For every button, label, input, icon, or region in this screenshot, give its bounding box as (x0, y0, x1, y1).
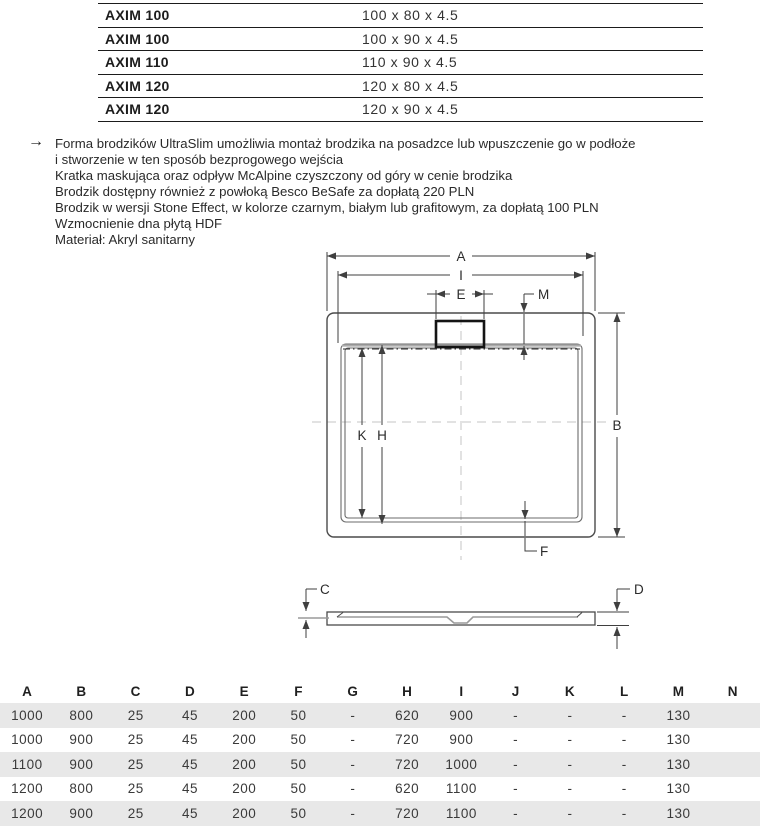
table-cell: 120 x 80 x 4.5 (362, 77, 459, 94)
table-header-cell: B (76, 683, 87, 699)
feature-line: i stworzenie w ten sposób bezprogowego wejścia (55, 152, 344, 167)
table-cell: 200 (232, 732, 257, 748)
table-cell (706, 752, 760, 777)
table-row (98, 27, 703, 51)
technical-diagram (280, 248, 700, 668)
table-row (98, 74, 703, 98)
dim-label-c: C (320, 582, 330, 597)
table-cell: 1200 (11, 781, 44, 797)
dim-label-a: A (456, 249, 466, 264)
table-cell: 50 (290, 732, 307, 748)
table-cell: 130 (666, 805, 691, 821)
table-cell: - (621, 805, 627, 821)
table-cell: 800 (69, 707, 94, 723)
table-cell: - (567, 805, 573, 821)
table-header-cell: J (511, 683, 520, 699)
table-row (0, 752, 760, 777)
top-view (312, 249, 625, 560)
table-cell: 620 (395, 781, 420, 797)
table-cell: 120 x 90 x 4.5 (362, 101, 459, 118)
table-cell: - (621, 707, 627, 723)
table-row (0, 801, 760, 826)
table-header-cell: G (347, 683, 359, 699)
dim-label-i: I (459, 268, 463, 283)
table-cell: AXIM 110 (105, 54, 169, 71)
feature-line: Brodzik w wersji Stone Effect, w kolorze czarnym, białym lub grafitowym, za dopłatą 100 PLN (55, 200, 599, 215)
table-row (0, 728, 760, 753)
table-cell: 200 (232, 756, 257, 772)
dim-c (306, 589, 317, 638)
table-row (0, 777, 760, 802)
table-cell: 1000 (445, 756, 478, 772)
table-header-cell: K (564, 683, 575, 699)
table-cell: 900 (449, 707, 474, 723)
table-cell (706, 777, 760, 802)
table-cell: 1100 (445, 805, 477, 821)
table-cell: AXIM 100 (105, 7, 170, 24)
table-cell: 720 (395, 732, 420, 748)
table-cell: 200 (232, 781, 257, 797)
table-cell: AXIM 100 (105, 30, 170, 47)
table-header-cell: F (294, 683, 303, 699)
table-cell (706, 801, 760, 826)
table-cell: 620 (395, 707, 420, 723)
dim-label-b: B (612, 418, 622, 433)
table-cell: 45 (181, 756, 198, 772)
table-header-cell: I (459, 683, 464, 699)
feature-line: Materiał: Akryl sanitarny (55, 232, 195, 247)
table-cell: - (513, 805, 519, 821)
feature-line: Forma brodzików UltraSlim umożliwia montaż brodzika na posadzce lub wpuszczenie go w podłoże (55, 136, 636, 151)
table-cell: 110 x 90 x 4.5 (362, 54, 458, 71)
table-cell: 25 (127, 805, 144, 821)
dimensions-table (0, 679, 760, 826)
table-cell (706, 703, 760, 728)
table-header-cell: A (22, 683, 33, 699)
table-header-cell: N (727, 683, 738, 699)
table-cell: 50 (290, 805, 307, 821)
table-row (98, 51, 703, 75)
table-cell: - (567, 781, 573, 797)
side-view (298, 582, 644, 649)
table-cell: 1000 (11, 732, 44, 748)
table-cell: - (513, 756, 519, 772)
table-cell: 50 (290, 707, 307, 723)
table-cell: - (513, 707, 519, 723)
table-cell: 25 (127, 781, 144, 797)
table-cell: 720 (395, 756, 420, 772)
table-cell: - (513, 781, 519, 797)
table-header-cell: D (184, 683, 196, 699)
table-cell: 1200 (11, 805, 44, 821)
table-cell: 900 (69, 805, 94, 821)
dimensions-table-body (0, 703, 760, 826)
drain-box (436, 321, 484, 347)
table-cell: 45 (181, 781, 198, 797)
dim-label-e: E (456, 287, 466, 302)
table-cell: - (621, 756, 627, 772)
table-cell: 130 (666, 732, 691, 748)
dim-label-f: F (540, 544, 549, 559)
table-cell: 100 x 80 x 4.5 (362, 7, 459, 24)
dim-m (524, 294, 534, 360)
table-header-cell: C (130, 683, 141, 699)
table-cell: 25 (127, 756, 144, 772)
models-table (98, 3, 703, 122)
table-header-cell: E (239, 683, 249, 699)
dim-f (525, 501, 537, 551)
table-cell: - (567, 756, 573, 772)
feature-line: Brodzik dostępny również z powłoką Besco BeSafe za dopłatą 220 PLN (55, 184, 475, 199)
table-cell: - (350, 805, 356, 821)
table-row (98, 98, 703, 122)
table-header-cell: H (402, 683, 413, 699)
table-cell: 200 (232, 805, 257, 821)
table-cell: AXIM 120 (105, 77, 170, 94)
table-cell: - (350, 781, 356, 797)
dimensions-table-head (0, 679, 760, 703)
table-cell: - (350, 756, 356, 772)
table-cell (706, 728, 760, 753)
table-header-row (0, 679, 760, 703)
table-cell: 200 (232, 707, 257, 723)
table-cell: 45 (181, 732, 198, 748)
dim-label-k: K (357, 428, 367, 443)
feature-line: Wzmocnienie dna płytą HDF (55, 216, 223, 231)
table-cell: 900 (69, 756, 94, 772)
features-block (28, 133, 740, 248)
table-header-cell: M (672, 683, 685, 699)
table-cell: 1100 (445, 781, 477, 797)
table-cell: - (621, 732, 627, 748)
table-cell: 100 x 90 x 4.5 (362, 30, 459, 47)
table-header-cell: L (619, 683, 629, 699)
table-cell: 50 (290, 781, 307, 797)
table-cell: 130 (666, 756, 691, 772)
table-cell: 45 (181, 707, 198, 723)
table-cell: 1000 (11, 707, 44, 723)
table-cell: - (621, 781, 627, 797)
table-cell: 130 (666, 781, 691, 797)
table-cell: - (567, 707, 573, 723)
feature-line: Kratka maskująca oraz odpływ McAlpine czyszczony od góry w cenie brodzika (55, 168, 513, 183)
table-cell: 720 (395, 805, 420, 821)
table-row (0, 703, 760, 728)
table-cell: 50 (290, 756, 307, 772)
table-cell: 800 (69, 781, 94, 797)
dim-d (597, 589, 630, 649)
table-cell: 900 (69, 732, 94, 748)
table-cell: 1100 (11, 756, 43, 772)
table-cell: 45 (181, 805, 198, 821)
dim-label-m: M (538, 287, 550, 302)
table-cell: AXIM 120 (105, 101, 170, 118)
dim-label-h: H (377, 428, 387, 443)
table-cell: 130 (666, 707, 691, 723)
table-cell: - (567, 732, 573, 748)
table-cell: 900 (449, 732, 474, 748)
models-table-body (98, 4, 703, 122)
table-cell: - (350, 707, 356, 723)
table-cell: 25 (127, 707, 144, 723)
table-cell: - (513, 732, 519, 748)
table-cell: 25 (127, 732, 144, 748)
dim-label-d: D (634, 582, 644, 597)
table-row (98, 4, 703, 28)
table-cell: - (350, 732, 356, 748)
arrow-right-icon: → (28, 133, 44, 150)
